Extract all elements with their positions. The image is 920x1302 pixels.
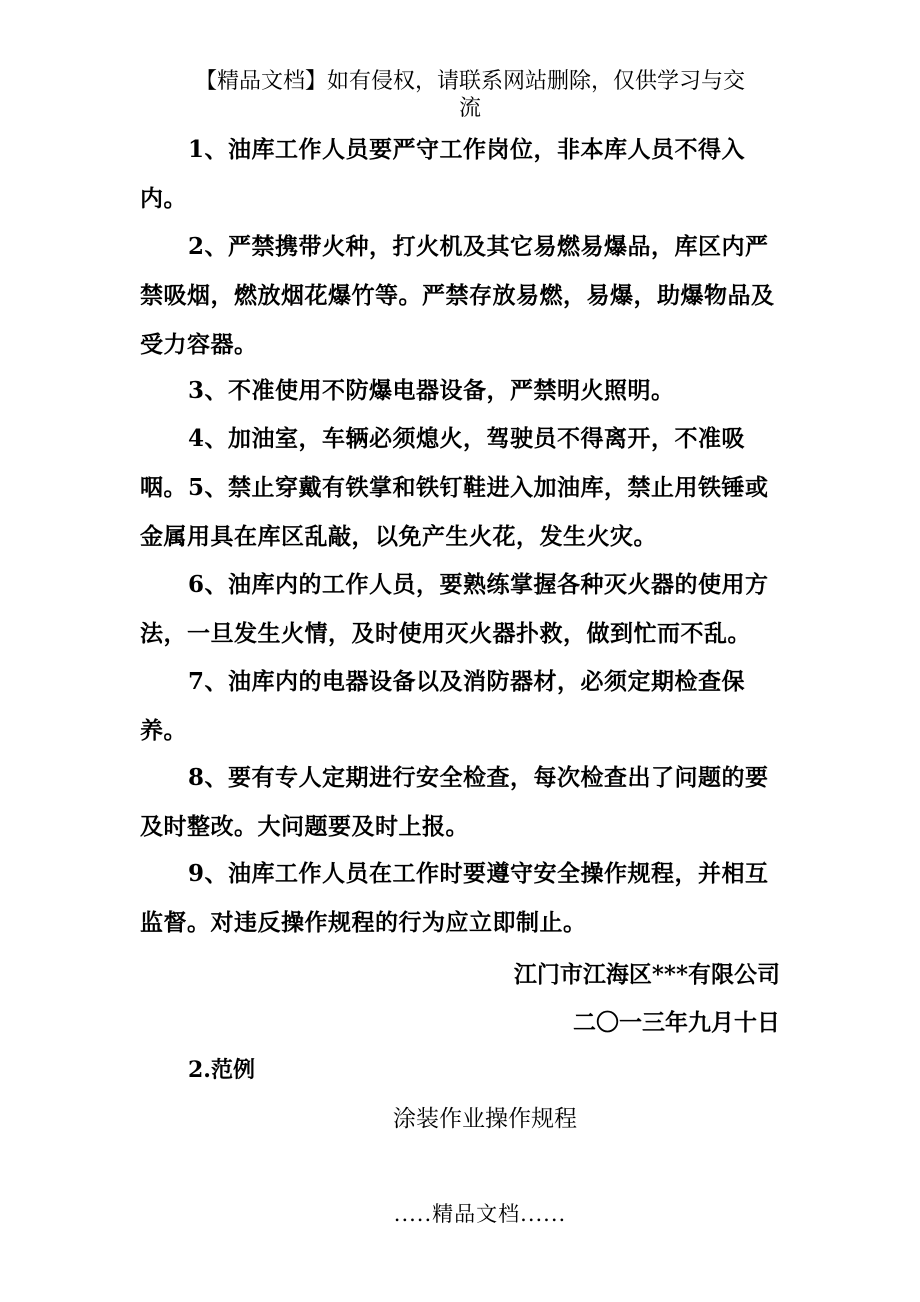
signature-date: 二〇一三年九月十日 bbox=[573, 1009, 780, 1036]
rule-9: 9、油库工作人员在工作时要遵守安全操作规程，并相互监督。对违反操作规程的行为应立即制止。 bbox=[140, 860, 769, 936]
header-line-1: 【精品文档】如有侵权，请联系网站删除，仅供学习与交 bbox=[194, 69, 745, 94]
rule-1: 1、油库工作人员要严守工作岗位，非本库人员不得入内。 bbox=[140, 136, 746, 212]
signature-company: 江门市江海区***有限公司 bbox=[513, 961, 780, 988]
rule-4: 4、加油室，车辆必须熄火，驾驶员不得离开，不准吸咽。 bbox=[140, 425, 746, 501]
document-title: 涂装作业操作规程 bbox=[393, 1106, 577, 1132]
rule-5: 5、禁止穿戴有铁掌和铁钉鞋进入加油库，禁止用铁锤或金属用具在库区乱敲，以免产生火花，发生火灾。 bbox=[140, 474, 769, 550]
rule-3: 3、不准使用不防爆电器设备，严禁明火照明。 bbox=[188, 377, 675, 404]
document-header bbox=[140, 68, 800, 122]
rule-2: 2、严禁携带火种，打火机及其它易燃易爆品，库区内严禁吸烟，燃放烟花爆竹等。严禁存放易燃，易爆，助爆物品及受力容器。 bbox=[140, 233, 775, 358]
header-line-2: 流 bbox=[458, 96, 481, 121]
rule-8: 8、要有专人定期进行安全检查，每次检查出了问题的要及时整改。大问题要及时上报。 bbox=[140, 764, 769, 840]
page-footer: .....精品文档...... bbox=[393, 1202, 567, 1226]
section-heading: 2.范例 bbox=[188, 1057, 255, 1083]
rule-7: 7、油库内的电器设备以及消防器材，必须定期检查保养。 bbox=[140, 668, 746, 744]
rule-6: 6、油库内的工作人员，要熟练掌握各种灭火器的使用方法，一旦发生火情，及时使用灭火器扑救，做到忙而不乱。 bbox=[140, 571, 769, 647]
